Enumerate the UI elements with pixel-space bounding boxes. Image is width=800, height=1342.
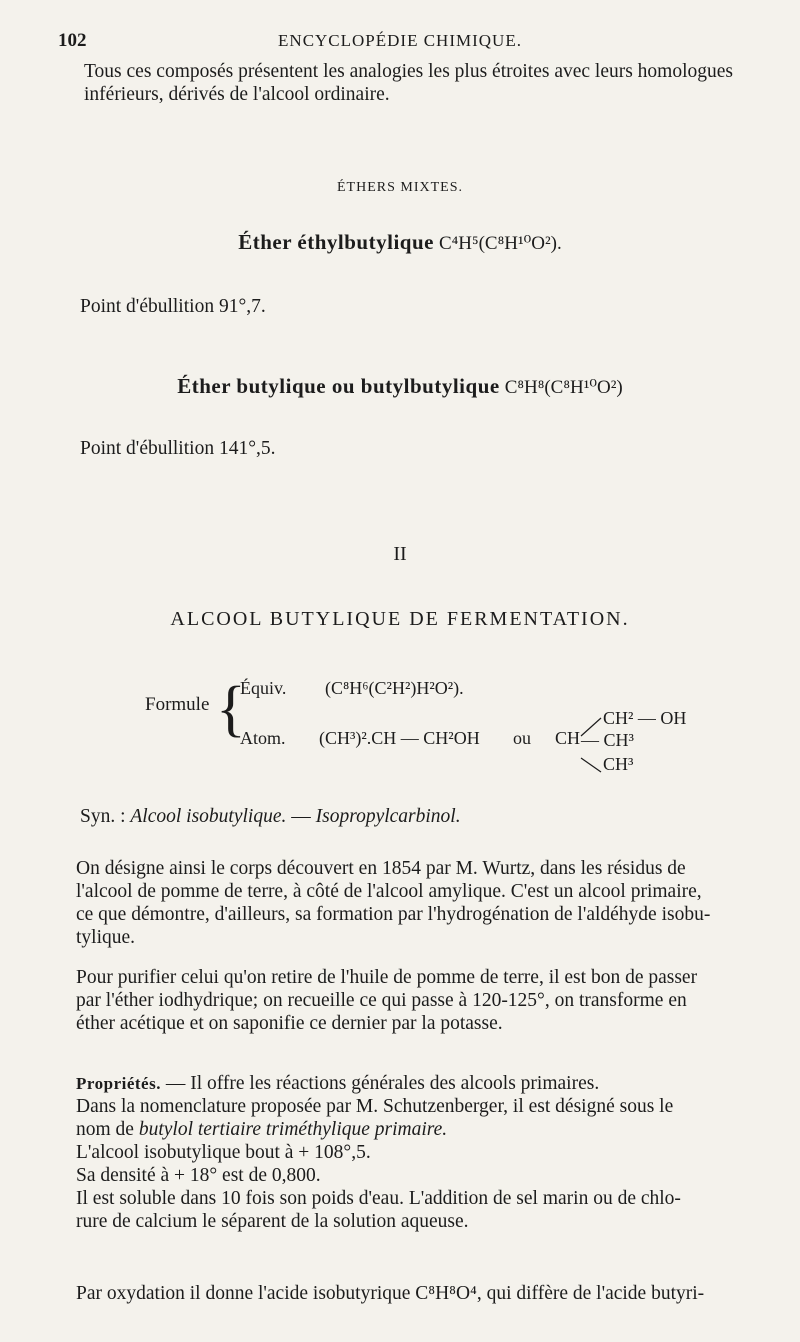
ether2-formula: C⁸H⁸(C⁸H¹⁰O²) — [504, 377, 623, 398]
syn-name-2: Isopropylcarbinol. — [315, 806, 461, 827]
paragraph-purification — [76, 966, 788, 1035]
ether1-formula: C⁴H⁵(C⁸H¹⁰O²). — [438, 233, 562, 254]
section-title: ALCOOL BUTYLIQUE DE FERMENTATION. — [170, 608, 630, 630]
formula-branch-mid: — CH³ — [581, 730, 634, 750]
running-title: ENCYCLOPÉDIE CHIMIQUE. — [278, 31, 522, 50]
formula-equiv-value: (C⁸H⁶(C²H²)H²O²). — [325, 678, 464, 698]
paragraph-properties — [76, 1072, 788, 1233]
formula-equiv-label: Équiv. — [240, 678, 287, 698]
p2-line-2: par l'éther iodhydrique; on recueille ce qui passe à 120-125°, on transforme en — [76, 990, 687, 1011]
syn-name-1: Alcool isobutylique. — [130, 806, 287, 827]
props-label: Propriétés. — [76, 1074, 161, 1093]
props-line-4: L'alcool isobutylique bout à + 108°,5. — [76, 1142, 371, 1163]
p2-line-3: éther acétique et on saponifie ce dernier par la potasse. — [76, 1013, 503, 1034]
ether1-heading — [0, 230, 800, 255]
props-line-3 — [76, 1118, 788, 1141]
p1-line-1: On désigne ainsi le corps découvert en 1854 par M. Wurtz, dans les résidus de — [76, 858, 686, 879]
props-line-1-text: — Il offre les réactions générales des alcools primaires. — [165, 1073, 600, 1094]
paragraph-oxidation — [76, 1282, 788, 1305]
props-line-3b: butylol tertiaire triméthylique primaire. — [138, 1119, 448, 1140]
formula-branch-top: CH² — OH — [603, 708, 687, 728]
formula-atom-ch: CH — [555, 728, 581, 748]
formula-atom-part1: (CH³)².CH — CH²OH — [319, 728, 480, 748]
props-line-1 — [76, 1072, 788, 1095]
formula-label: Formule — [145, 694, 210, 715]
formula-atom-label: Atom. — [240, 728, 286, 748]
intro-line-1: Tous ces composés présentent les analogies les plus étroites avec leurs homologues — [84, 61, 734, 82]
ether2-boiling-point: Point d'ébullition 141°,5. — [80, 438, 276, 459]
ether2-heading — [0, 374, 800, 399]
formula-branch-bottom: CH³ — [603, 754, 634, 774]
p2-line-1: Pour purifier celui qu'on retire de l'huile de pomme de terre, il est bon de passer — [76, 967, 698, 988]
paragraph-discovery — [76, 857, 788, 949]
formula-atom-ou: ou — [513, 728, 531, 748]
props-line-7: rure de calcium le séparent de la solution aqueuse. — [76, 1211, 469, 1232]
p1-line-2: l'alcool de pomme de terre, à côté de l'alcool amylique. C'est un alcool primaire, — [76, 881, 702, 902]
props-line-6: Il est soluble dans 10 fois son poids d'eau. L'addition de sel marin ou de chlo- — [76, 1188, 681, 1209]
ether1-name: Éther éthylbutylique — [238, 230, 434, 254]
page-number: 102 — [58, 30, 87, 51]
syn-separator: — — [291, 806, 311, 827]
formula-brace: { — [216, 675, 246, 743]
props-line-2: Dans la nomenclature proposée par M. Schutzenberger, il est désigné sous le — [76, 1096, 674, 1117]
intro-line-2: inférieurs, dérivés de l'alcool ordinaire. — [84, 84, 390, 105]
formula-block — [145, 674, 705, 784]
p1-line-3: ce que démontre, d'ailleurs, sa formation par l'hydrogénation de l'aldéhyde isobu- — [76, 904, 711, 925]
p1-line-4: tylique. — [76, 927, 136, 948]
mixed-ethers-heading: ÉTHERS MIXTES. — [337, 180, 463, 195]
ether1-boiling-point: Point d'ébullition 91°,7. — [80, 296, 266, 317]
last-line-1: Par oxydation il donne l'acide isobutyrique C⁸H⁸O⁴, qui diffère de l'acide butyri- — [76, 1283, 705, 1304]
intro-paragraph — [76, 60, 788, 106]
synonyms-line — [80, 806, 461, 828]
ether2-name: Éther butylique ou butylbutylique — [177, 374, 500, 398]
syn-prefix: Syn. : — [80, 806, 126, 827]
props-line-5: Sa densité à + 18° est de 0,800. — [76, 1165, 321, 1186]
props-line-3a: nom de — [76, 1119, 134, 1140]
section-roman-numeral: II — [393, 543, 407, 565]
